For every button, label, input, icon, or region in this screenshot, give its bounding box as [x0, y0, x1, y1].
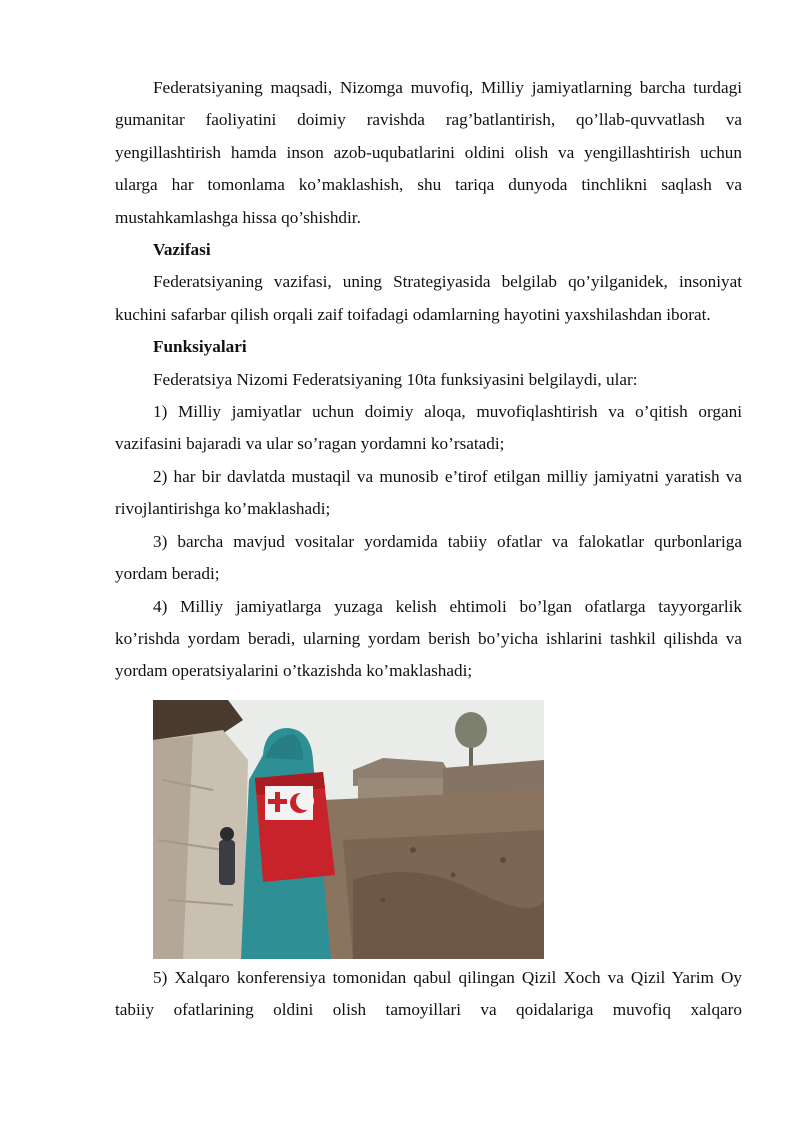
heading-funksiyalari: Funksiyalari [153, 337, 247, 357]
paragraph-vazifasi: Federatsiyaning vazifasi, uning Strategiyasida belgilab qo’yilganidek, insoniyat kuchini safarbar qilish orqali zaif toifadagi odamlarning hayotini yaxshilashdan iborat. [115, 272, 742, 324]
heading-vazifasi: Vazifasi [153, 240, 211, 260]
document-page [115, 72, 742, 1027]
list-item-3: 3) barcha mavjud vositalar yordamida tabiiy ofatlar va falokatlar qurbonlariga yordam beradi; [115, 531, 742, 584]
list-item-4: 4) Milliy jamiyatlarga yuzaga kelish ehtimoli bo’lgan ofatlarga tayyorgarlik ko’rishda yordam beradi, ularning yordam berish bo’yicha ishlarini tashkil qilishda va yordam operatsiyalarini o’tkazishda ko’maklashadi; [115, 596, 742, 681]
list-item-2: 2) har bir davlatda mustaqil va munosib e’tirof etilgan milliy jamiyatni yaratish va rivojlantirishga ko’maklashadi; [115, 466, 742, 519]
red-crescent-worker-photo [153, 700, 544, 959]
list-item-5: 5) Xalqaro konferensiya tomonidan qabul qilingan Qizil Xoch va Qizil Yarim Oy tabiiy ofatlarining oldini olish tamoyillari va qoidalariga muvofiq xalqaro [115, 967, 742, 1020]
paragraph-intro: Federatsiyaning maqsadi, Nizomga muvofiq, Milliy jamiyatlarning barcha turdagi gumanitar faoliyatini doimiy ravishda rag’batlantirish, qo’llab-quvvatlash va yengillashtirish hamda inson azob-uqubatlarini oldini olish va yengillashtirish uchun ularga har tomonlama ko’maklashish, shu tariqa dunyoda tinchlikni saqlash va mustahkamlashga hissa qo’shishdir. [115, 78, 742, 227]
list-item-1: 1) Milliy jamiyatlar uchun doimiy aloqa, muvofiqlashtirish va o’qitish organi vazifasini bajaradi va ular so’ragan yordamni ko’rsatadi; [115, 402, 742, 454]
photo-illustration [153, 700, 544, 959]
paragraph-funksiyalari-intro: Federatsiya Nizomi Federatsiyaning 10ta funksiyasini belgilaydi, ular: [153, 369, 638, 389]
